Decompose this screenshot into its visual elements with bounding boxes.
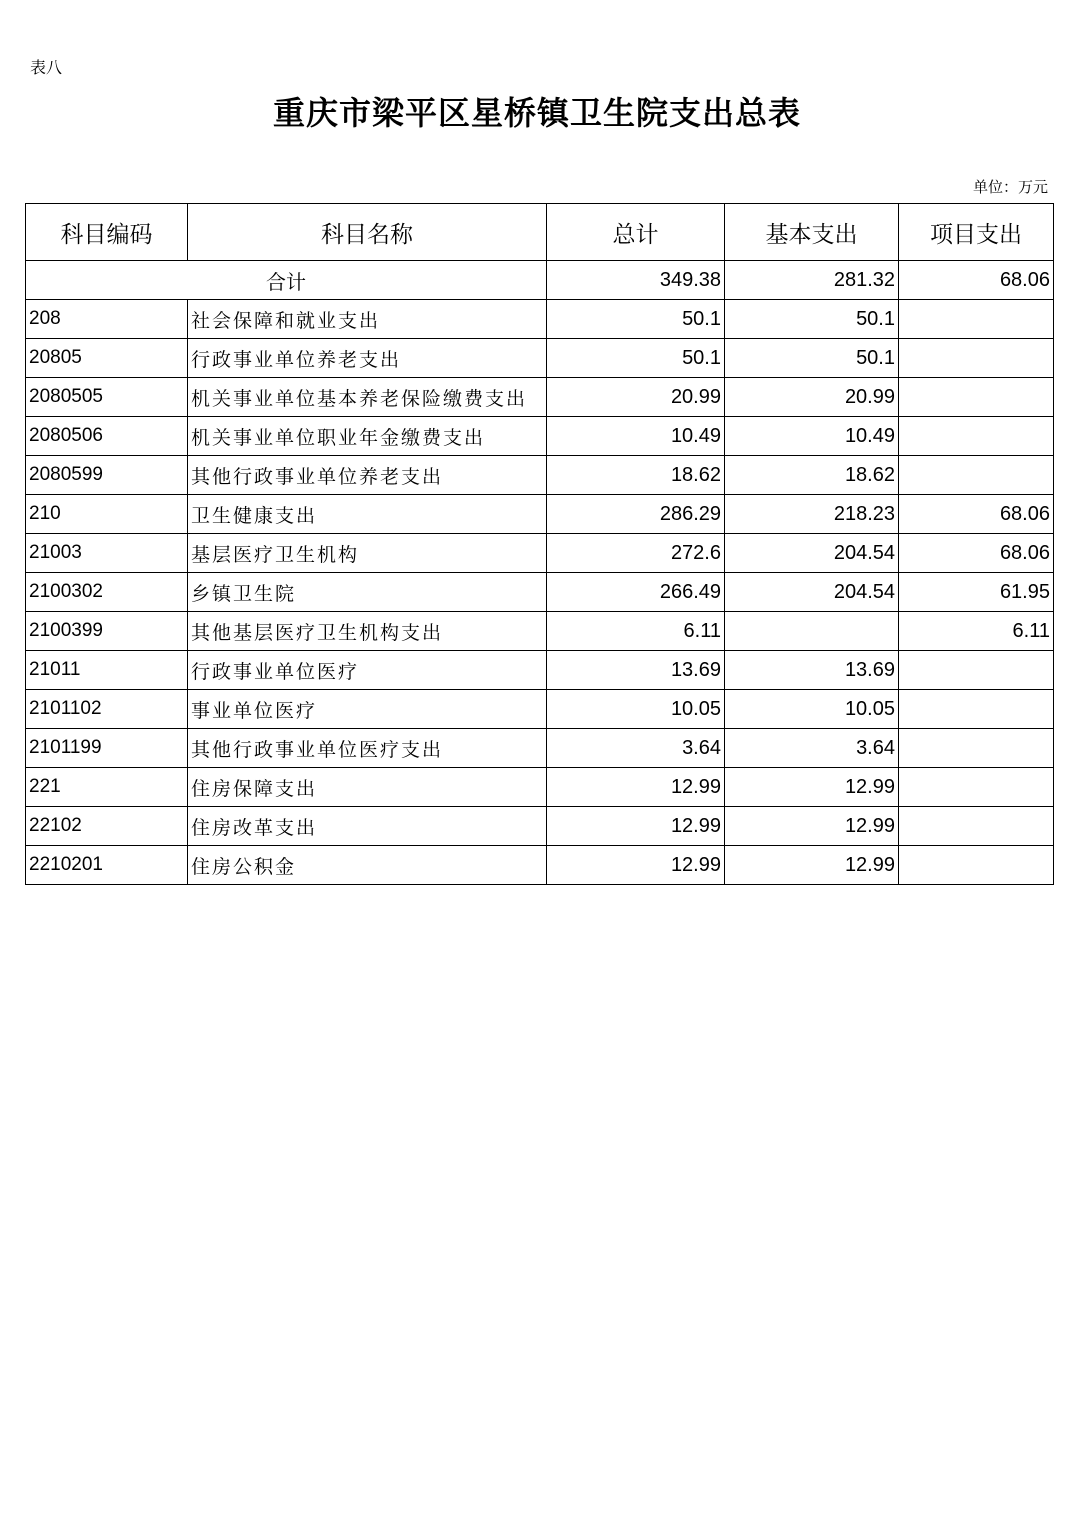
total-basic: 281.32 bbox=[725, 261, 899, 300]
row-name: 行政事业单位医疗 bbox=[188, 651, 547, 690]
row-basic: 50.1 bbox=[725, 300, 899, 339]
row-total: 10.05 bbox=[547, 690, 725, 729]
total-project: 68.06 bbox=[899, 261, 1054, 300]
col-header-code: 科目编码 bbox=[26, 204, 188, 261]
row-name: 住房改革支出 bbox=[188, 807, 547, 846]
row-basic: 12.99 bbox=[725, 807, 899, 846]
row-name: 事业单位医疗 bbox=[188, 690, 547, 729]
row-total: 3.64 bbox=[547, 729, 725, 768]
table-row bbox=[26, 417, 1054, 456]
row-project bbox=[899, 807, 1054, 846]
row-basic: 13.69 bbox=[725, 651, 899, 690]
row-total: 272.6 bbox=[547, 534, 725, 573]
table-row bbox=[26, 378, 1054, 417]
row-name: 乡镇卫生院 bbox=[188, 573, 547, 612]
row-name: 行政事业单位养老支出 bbox=[188, 339, 547, 378]
row-project bbox=[899, 651, 1054, 690]
row-code: 221 bbox=[26, 768, 188, 807]
row-project: 68.06 bbox=[899, 495, 1054, 534]
row-total: 13.69 bbox=[547, 651, 725, 690]
expenditure-table bbox=[25, 203, 1054, 885]
row-basic: 204.54 bbox=[725, 573, 899, 612]
table-row bbox=[26, 495, 1054, 534]
row-project bbox=[899, 768, 1054, 807]
table-row bbox=[26, 729, 1054, 768]
row-code: 21003 bbox=[26, 534, 188, 573]
row-project bbox=[899, 417, 1054, 456]
row-project: 6.11 bbox=[899, 612, 1054, 651]
row-code: 2101102 bbox=[26, 690, 188, 729]
row-code: 20805 bbox=[26, 339, 188, 378]
row-total: 50.1 bbox=[547, 339, 725, 378]
row-project bbox=[899, 456, 1054, 495]
row-code: 2210201 bbox=[26, 846, 188, 885]
row-project: 61.95 bbox=[899, 573, 1054, 612]
row-basic: 20.99 bbox=[725, 378, 899, 417]
row-name: 住房公积金 bbox=[188, 846, 547, 885]
row-project bbox=[899, 339, 1054, 378]
col-header-basic: 基本支出 bbox=[725, 204, 899, 261]
row-code: 2100302 bbox=[26, 573, 188, 612]
total-label: 合计 bbox=[26, 261, 547, 300]
row-project bbox=[899, 300, 1054, 339]
table-row bbox=[26, 690, 1054, 729]
row-name: 机关事业单位职业年金缴费支出 bbox=[188, 417, 547, 456]
row-code: 210 bbox=[26, 495, 188, 534]
page-title: 重庆市梁平区星桥镇卫生院支出总表 bbox=[272, 94, 801, 132]
row-code: 2101199 bbox=[26, 729, 188, 768]
row-name: 其他行政事业单位养老支出 bbox=[188, 456, 547, 495]
row-total: 286.29 bbox=[547, 495, 725, 534]
row-name: 其他基层医疗卫生机构支出 bbox=[188, 612, 547, 651]
row-basic: 204.54 bbox=[725, 534, 899, 573]
table-row bbox=[26, 651, 1054, 690]
table-row bbox=[26, 300, 1054, 339]
row-basic: 10.49 bbox=[725, 417, 899, 456]
total-row bbox=[26, 261, 1054, 300]
row-name: 其他行政事业单位医疗支出 bbox=[188, 729, 547, 768]
table-row bbox=[26, 612, 1054, 651]
row-total: 50.1 bbox=[547, 300, 725, 339]
total-sum: 349.38 bbox=[547, 261, 725, 300]
table-row bbox=[26, 456, 1054, 495]
row-total: 12.99 bbox=[547, 846, 725, 885]
row-total: 6.11 bbox=[547, 612, 725, 651]
table-tag: 表八 bbox=[30, 58, 63, 77]
col-header-total: 总计 bbox=[547, 204, 725, 261]
row-total: 10.49 bbox=[547, 417, 725, 456]
row-code: 2080505 bbox=[26, 378, 188, 417]
row-code: 2080599 bbox=[26, 456, 188, 495]
row-code: 208 bbox=[26, 300, 188, 339]
row-basic: 18.62 bbox=[725, 456, 899, 495]
table-row bbox=[26, 768, 1054, 807]
row-total: 12.99 bbox=[547, 768, 725, 807]
row-basic: 10.05 bbox=[725, 690, 899, 729]
row-name: 住房保障支出 bbox=[188, 768, 547, 807]
row-name: 基层医疗卫生机构 bbox=[188, 534, 547, 573]
col-header-project: 项目支出 bbox=[899, 204, 1054, 261]
row-total: 20.99 bbox=[547, 378, 725, 417]
row-total: 266.49 bbox=[547, 573, 725, 612]
row-basic: 50.1 bbox=[725, 339, 899, 378]
row-project bbox=[899, 729, 1054, 768]
row-project bbox=[899, 378, 1054, 417]
row-code: 21011 bbox=[26, 651, 188, 690]
col-header-name: 科目名称 bbox=[188, 204, 547, 261]
row-basic bbox=[725, 612, 899, 651]
row-total: 18.62 bbox=[547, 456, 725, 495]
table-row bbox=[26, 534, 1054, 573]
row-name: 卫生健康支出 bbox=[188, 495, 547, 534]
row-name: 机关事业单位基本养老保险缴费支出 bbox=[188, 378, 547, 417]
header-row bbox=[26, 204, 1054, 261]
row-total: 12.99 bbox=[547, 807, 725, 846]
row-name: 社会保障和就业支出 bbox=[188, 300, 547, 339]
table-row bbox=[26, 846, 1054, 885]
row-code: 22102 bbox=[26, 807, 188, 846]
table-row bbox=[26, 573, 1054, 612]
row-project bbox=[899, 846, 1054, 885]
row-basic: 3.64 bbox=[725, 729, 899, 768]
row-basic: 12.99 bbox=[725, 768, 899, 807]
table-row bbox=[26, 339, 1054, 378]
unit-label: 单位：万元 bbox=[972, 178, 1048, 196]
row-basic: 218.23 bbox=[725, 495, 899, 534]
row-code: 2080506 bbox=[26, 417, 188, 456]
row-project bbox=[899, 690, 1054, 729]
row-code: 2100399 bbox=[26, 612, 188, 651]
row-basic: 12.99 bbox=[725, 846, 899, 885]
table-row bbox=[26, 807, 1054, 846]
row-project: 68.06 bbox=[899, 534, 1054, 573]
